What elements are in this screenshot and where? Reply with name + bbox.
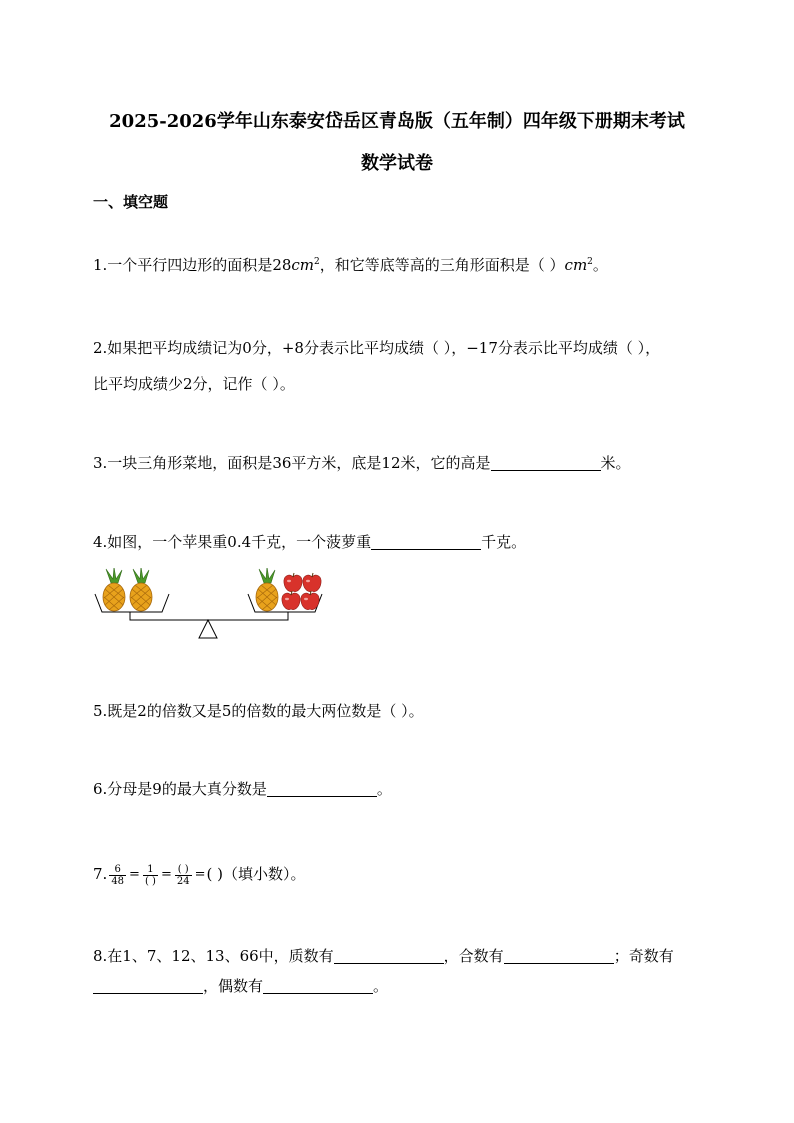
q6-answer-blank[interactable] xyxy=(267,780,377,797)
q1-prefix: 1.一个平行四边形的面积是28 xyxy=(93,256,292,274)
apple-icon xyxy=(284,573,302,592)
pineapple-icon xyxy=(256,568,278,611)
q7-f2-numerator: 1 xyxy=(143,864,158,876)
q8-prefix: 8.在1、7、12、13、66中，质数有 xyxy=(93,947,334,965)
balance-scale-figure xyxy=(92,568,332,646)
question-8-line-2 xyxy=(93,976,388,996)
q1-middle: ，和它等底等高的三角形面积是（ ） xyxy=(319,256,565,274)
q7-f1-numerator: 6 xyxy=(109,864,126,876)
q8-even-blank[interactable] xyxy=(263,977,373,994)
apple-icon xyxy=(303,573,321,592)
question-1 xyxy=(93,255,608,275)
question-2-line-1: 2.如果把平均成绩记为0分，+8分表示比平均成绩（ ），−17分表示比平均成绩（ ）， xyxy=(93,339,661,357)
q1-unit-2: cm xyxy=(564,256,588,274)
q7-fraction-2 xyxy=(143,864,158,887)
q1-unit-1: cm xyxy=(291,256,315,274)
q7-equals-1: = xyxy=(129,867,140,882)
pineapple-icon xyxy=(103,568,125,611)
question-3 xyxy=(93,453,631,473)
question-5: 5.既是2的倍数又是5的倍数的最大两位数是（ ）。 xyxy=(93,702,424,720)
section-heading: 一、填空题 xyxy=(93,193,169,211)
q7-equals-3: = xyxy=(194,867,206,882)
exam-title-line1: 2025-2026学年山东泰安岱岳区青岛版（五年制）四年级下册期末考试 xyxy=(109,111,685,132)
q8-prime-blank[interactable] xyxy=(334,947,444,964)
q7-f3-denominator: 24 xyxy=(176,875,190,887)
q3-prefix: 3.一块三角形菜地，面积是36平方米，底是12米，它的高是 xyxy=(93,454,491,472)
question-8-line-1 xyxy=(93,946,674,966)
apple-icon xyxy=(282,591,300,610)
q6-prefix: 6.分母是9的最大真分数是 xyxy=(93,780,267,798)
q8-odd-blank[interactable] xyxy=(93,977,203,994)
apple-icon xyxy=(301,591,319,610)
question-6 xyxy=(93,779,392,799)
q8-composite-blank[interactable] xyxy=(504,947,614,964)
q1-sup-1: 2 xyxy=(314,257,320,267)
q1-sup-2: 2 xyxy=(587,257,593,267)
q7-number: 7. xyxy=(93,865,108,883)
q7-f1-denominator: 48 xyxy=(111,875,125,887)
q7-f2-denominator[interactable]: ( ) xyxy=(144,875,156,887)
q8-even-label: ，偶数有 xyxy=(203,977,264,995)
q7-fraction-1 xyxy=(109,864,126,887)
fulcrum xyxy=(199,620,217,638)
q4-prefix: 4.如图，一个苹果重0.4千克，一个菠萝重 xyxy=(93,533,372,551)
scale-beam xyxy=(130,612,288,620)
q1-end: 。 xyxy=(592,256,608,274)
q3-suffix: 米。 xyxy=(600,454,631,472)
exam-title-line2: 数学试卷 xyxy=(361,153,433,174)
q8-end: 。 xyxy=(373,977,389,995)
q7-f3-numerator[interactable]: ( ) xyxy=(175,864,192,876)
q3-answer-blank[interactable] xyxy=(491,454,601,471)
q8-composite-label: ，合数有 xyxy=(443,947,504,965)
q6-suffix: 。 xyxy=(376,780,392,798)
q8-odd-label: ；奇数有 xyxy=(613,947,674,965)
pineapple-icon xyxy=(130,568,152,611)
question-4 xyxy=(93,532,526,552)
question-7 xyxy=(93,862,305,887)
q7-tail: ( )（填小数）。 xyxy=(206,865,306,883)
question-2-line-2: 比平均成绩少2分，记作（ ）。 xyxy=(93,375,295,393)
q7-fraction-3 xyxy=(175,864,192,887)
q4-suffix: 千克。 xyxy=(481,533,527,551)
q4-answer-blank[interactable] xyxy=(371,533,481,550)
q7-equals-2: = xyxy=(160,867,172,882)
